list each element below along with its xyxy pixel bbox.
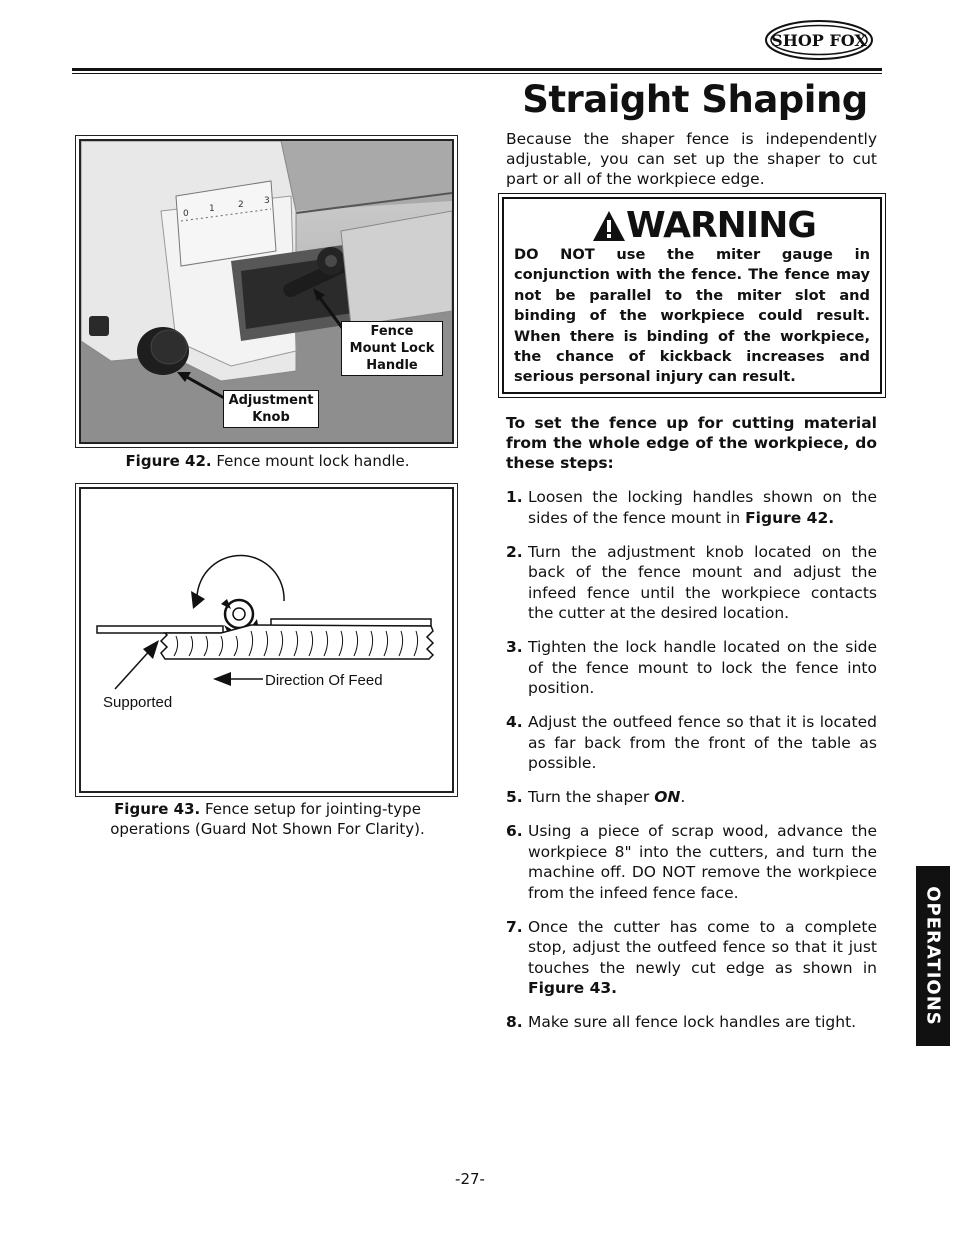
figure-43-caption: Figure 43. Fence setup for jointing-type operations (Guard Not Shown For Clarity).: [110, 800, 425, 838]
header-rule: [72, 68, 882, 71]
svg-text:0: 0: [183, 209, 189, 219]
warning-title: WARNING: [626, 205, 816, 246]
jointing-setup-diagram: [81, 489, 452, 791]
step-item: 5. Turn the shaper ON.: [506, 788, 686, 806]
step-item: 3. Tighten the lock handle located on the side of the fence mount to lock the fence into position.: [506, 638, 877, 697]
direction-of-feed-label: Direction Of Feed: [265, 672, 383, 689]
warning-box: [502, 197, 882, 394]
callout-adjustment-knob: Adjustment Knob: [223, 390, 319, 428]
steps-list: [506, 487, 877, 1046]
svg-text:SHOP FOX: SHOP FOX: [771, 31, 867, 50]
warning-text: DO NOT use the miter gauge in conjunction with the fence. The fence may not be parallel to the miter slot and binding of the workpiece could result. When there is binding of the workpiece, the chance of kickback increases and serious personal injury can result.: [514, 246, 870, 386]
svg-text:2: 2: [238, 200, 244, 210]
svg-text:1: 1: [209, 204, 215, 214]
warning-header: [592, 205, 816, 246]
page-number: -27-: [455, 1170, 485, 1188]
figure-42-photo: [79, 139, 454, 444]
step-item: 1. Loosen the locking handles shown on the sides of the fence mount in Figure 42.: [506, 488, 877, 527]
intro-paragraph: Because the shaper fence is independently adjustable, you can set up the shaper to cut part or all of the workpiece edge.: [506, 130, 877, 188]
step-item: 4. Adjust the outfeed fence so that it is located as far back from the front of the table as possible.: [506, 713, 877, 772]
step-item: 2. Turn the adjustment knob located on the back of the fence mount and adjust the infeed fence until the workpiece contacts the cutter at the desired location.: [506, 542, 877, 622]
operations-side-tab: OPERATIONS: [916, 866, 950, 1046]
page-title: Straight Shaping: [522, 78, 868, 121]
step-item: 8. Make sure all fence lock handles are tight.: [506, 1013, 857, 1031]
step-item: 7. Once the cutter has come to a complete stop, adjust the outfeed fence so that it just touches the newly cut edge as shown in Figure 43.: [506, 917, 877, 997]
header-rule-thin: [72, 73, 882, 74]
step-item: 6. Using a piece of scrap wood, advance the workpiece 8" into the cutters, and turn the machine off. DO NOT remove the workpiece from the infeed fence face.: [506, 822, 877, 902]
setup-heading: To set the fence up for cutting material from the whole edge of the workpiece, do these steps:: [506, 414, 877, 472]
callout-fence-mount-lock-handle: Fence Mount Lock Handle: [341, 321, 443, 376]
svg-text:3: 3: [264, 196, 270, 206]
figure-43-diagram: [79, 487, 454, 793]
figure-42-caption: Figure 42. Fence mount lock handle.: [125, 452, 410, 470]
shop-fox-logo: [764, 18, 874, 62]
supported-label: Supported: [103, 694, 173, 711]
warning-triangle-icon: [592, 210, 626, 242]
